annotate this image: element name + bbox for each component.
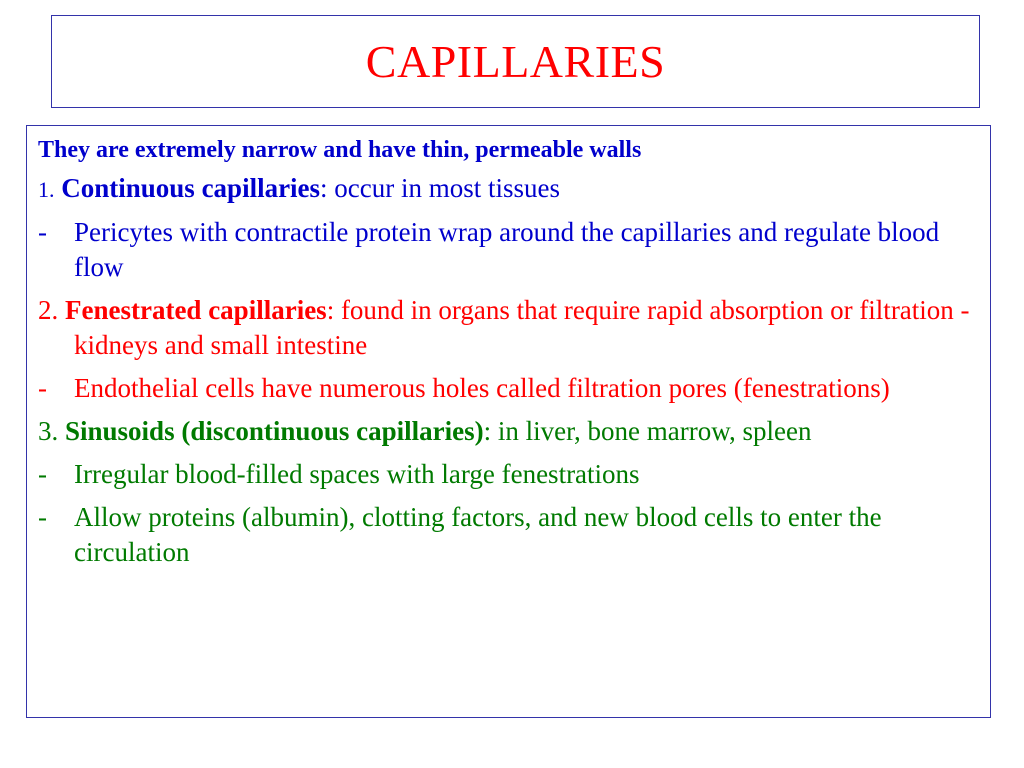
section-term: Fenestrated capillaries (65, 295, 327, 325)
bullet-item (38, 500, 978, 570)
bullet-text: Endothelial cells have numerous holes called filtration pores (fenestrations) (74, 373, 890, 403)
bullet-item (38, 371, 978, 406)
section-desc: : occur in most tissues (320, 173, 561, 203)
section-sinusoids (38, 414, 978, 449)
bullet-item (38, 457, 978, 492)
section-term: Continuous capillaries (61, 173, 321, 203)
bullet-text: Irregular blood-filled spaces with large fenestrations (74, 459, 640, 489)
bullet-dash: - (38, 502, 47, 532)
section-number: 1. (38, 177, 55, 202)
section-desc: : in liver, bone marrow, spleen (483, 416, 812, 446)
section-term: Sinusoids (discontinuous capillaries) (65, 416, 484, 446)
bullet-text: Allow proteins (albumin), clotting factors, and new blood cells to enter the circulation (74, 502, 882, 567)
title-box (51, 15, 980, 108)
bullet-dash: - (38, 217, 47, 247)
intro-text: They are extremely narrow and have thin, permeable walls (38, 137, 642, 163)
section-fenestrated (38, 293, 978, 363)
section-desc: : found in organs that require rapid absorption or filtration - kidneys and small intestine (74, 295, 970, 360)
bullet-item (38, 215, 978, 285)
content-box (26, 125, 991, 718)
bullet-text: Pericytes with contractile protein wrap around the capillaries and regulate blood flow (74, 217, 940, 282)
bullet-dash: - (38, 459, 47, 489)
section-continuous (38, 171, 978, 207)
bullet-dash: - (38, 373, 47, 403)
section-number: 2. (38, 295, 59, 325)
section-number: 3. (38, 416, 59, 446)
slide-title: CAPILLARIES (365, 35, 666, 87)
